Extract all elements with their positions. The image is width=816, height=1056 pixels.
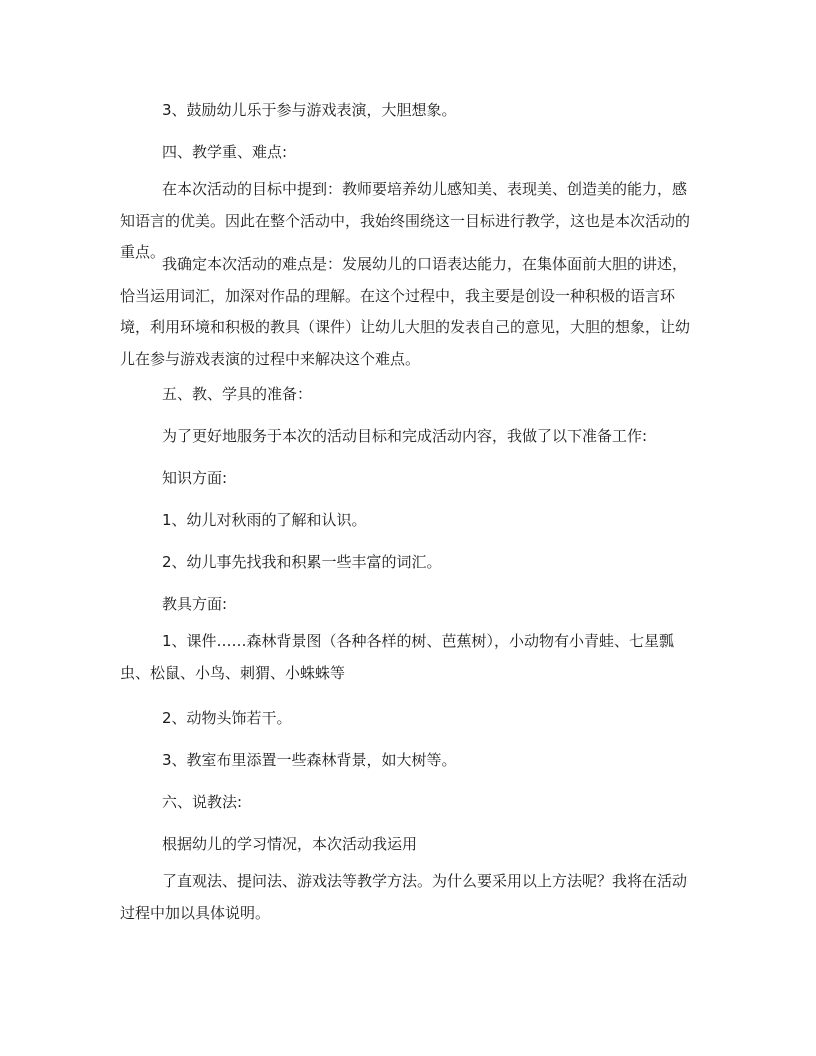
list-item-aids-3: 3、教室布里添置一些森林背景，如大树等。	[162, 751, 457, 769]
subheading-knowledge: 知识方面:	[162, 469, 228, 487]
paragraph-key-point: 在本次活动的目标中提到：教师要培养幼儿感知美、表现美、创造美的能力，感知语言的优美。因此在整个活动中，我始终围绕这一目标进行教学，这也是本次活动的重点。	[120, 180, 691, 261]
paragraph-preparation-intro: 为了更好地服务于本次的活动目标和完成活动内容，我做了以下准备工作:	[162, 427, 648, 445]
section-heading-key-points: 四、教学重、难点:	[162, 143, 288, 161]
section-heading-teaching-methods: 六、说教法:	[162, 793, 243, 811]
subheading-teaching-aids: 教具方面:	[162, 595, 228, 613]
list-item-aids-2: 2、动物头饰若干。	[162, 709, 292, 727]
list-item-goal-3: 3、鼓励幼儿乐于参与游戏表演，大胆想象。	[162, 101, 457, 119]
section-heading-preparation: 五、教、学具的准备：	[162, 385, 313, 403]
list-item-aids-1: 1、课件……森林背景图（各种各样的树、芭蕉树），小动物有小青蛙、七星瓢虫、松鼠、小鸟、刺猬、小蛛蛛等	[120, 632, 675, 682]
paragraph-difficulty: 我确定本次活动的难点是：发展幼儿的口语表达能力，在集体面前大胆的讲述，恰当运用词汇，加深对作品的理解。在这个过程中，我主要是创设一种积极的语言环境，利用环境和积极的教具（课件）让幼儿大胆的发表自己的意见，大胆的想象，让幼儿在参与游戏表演的过程中来解决这个难点。	[120, 255, 691, 368]
list-item-knowledge-2: 2、幼儿事先找我和积累一些丰富的词汇。	[162, 553, 442, 571]
paragraph-methods-intro: 根据幼儿的学习情况，本次活动我运用	[162, 835, 418, 853]
list-item-knowledge-1: 1、幼儿对秋雨的了解和认识。	[162, 511, 367, 529]
paragraph-methods-detail: 了直观法、提问法、游戏法等教学方法。为什么要采用以上方法呢？我将在活动过程中加以具体说明。	[120, 872, 688, 922]
